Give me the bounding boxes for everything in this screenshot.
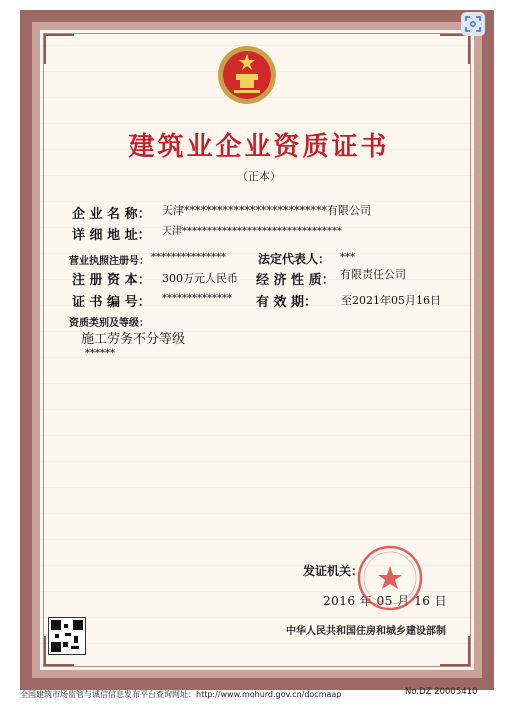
nature-value: 有限责任公司 (340, 268, 406, 281)
national-emblem-icon (216, 44, 278, 106)
nature-label: 经 济 性 质： (256, 273, 335, 288)
license-no-label: 营业执照注册号： (69, 256, 149, 267)
issuer-name: 中华人民共和国住房和城乡建设部制 (286, 626, 446, 637)
serial-number: No.DZ 20005410 (405, 687, 478, 697)
address-label: 详 细 地 址： (72, 228, 151, 243)
legal-rep-label: 法定代表人： (258, 252, 331, 266)
corner-ornament (440, 34, 470, 64)
certificate-subtitle: （正本） (237, 170, 281, 183)
corner-ornament (44, 34, 74, 64)
footer-url: 全国建筑市场监管与诚信信息发布平台查询网址：http://www.mohurd.gov.cn/docmaap (20, 690, 342, 699)
official-seal-icon (356, 544, 424, 612)
capital-label: 注 册 资 本： (72, 273, 151, 288)
company-name-value: 天津**************************有限公司 (162, 204, 371, 217)
qualification-label: 资质类别及等级： (69, 318, 149, 329)
qualification-extra: ****** (85, 348, 115, 359)
company-name-label: 企 业 名 称： (72, 207, 151, 222)
license-no-value: *************** (151, 252, 226, 263)
corner-ornament (440, 636, 470, 666)
issue-date: 2016 年 05 月 16 日 (323, 594, 448, 608)
qr-code (48, 617, 86, 655)
qualification-value: 施工劳务不分等级 (81, 332, 186, 347)
validity-value: 至2021年05月16日 (341, 294, 441, 307)
validity-label: 有 效 期： (256, 295, 318, 310)
scan-icon (465, 16, 481, 32)
issuer-label: 发证机关： (303, 564, 364, 578)
scan-button[interactable] (461, 12, 485, 36)
address-value: 天津******************************** (162, 226, 342, 237)
cert-no-value: ************** (162, 293, 232, 304)
certificate-title: 建筑业企业资质证书 (128, 132, 390, 162)
cert-no-label: 证 书 编 号： (72, 295, 151, 310)
legal-rep-value: *** (340, 252, 355, 263)
capital-value: 300万元人民币 (162, 272, 238, 285)
